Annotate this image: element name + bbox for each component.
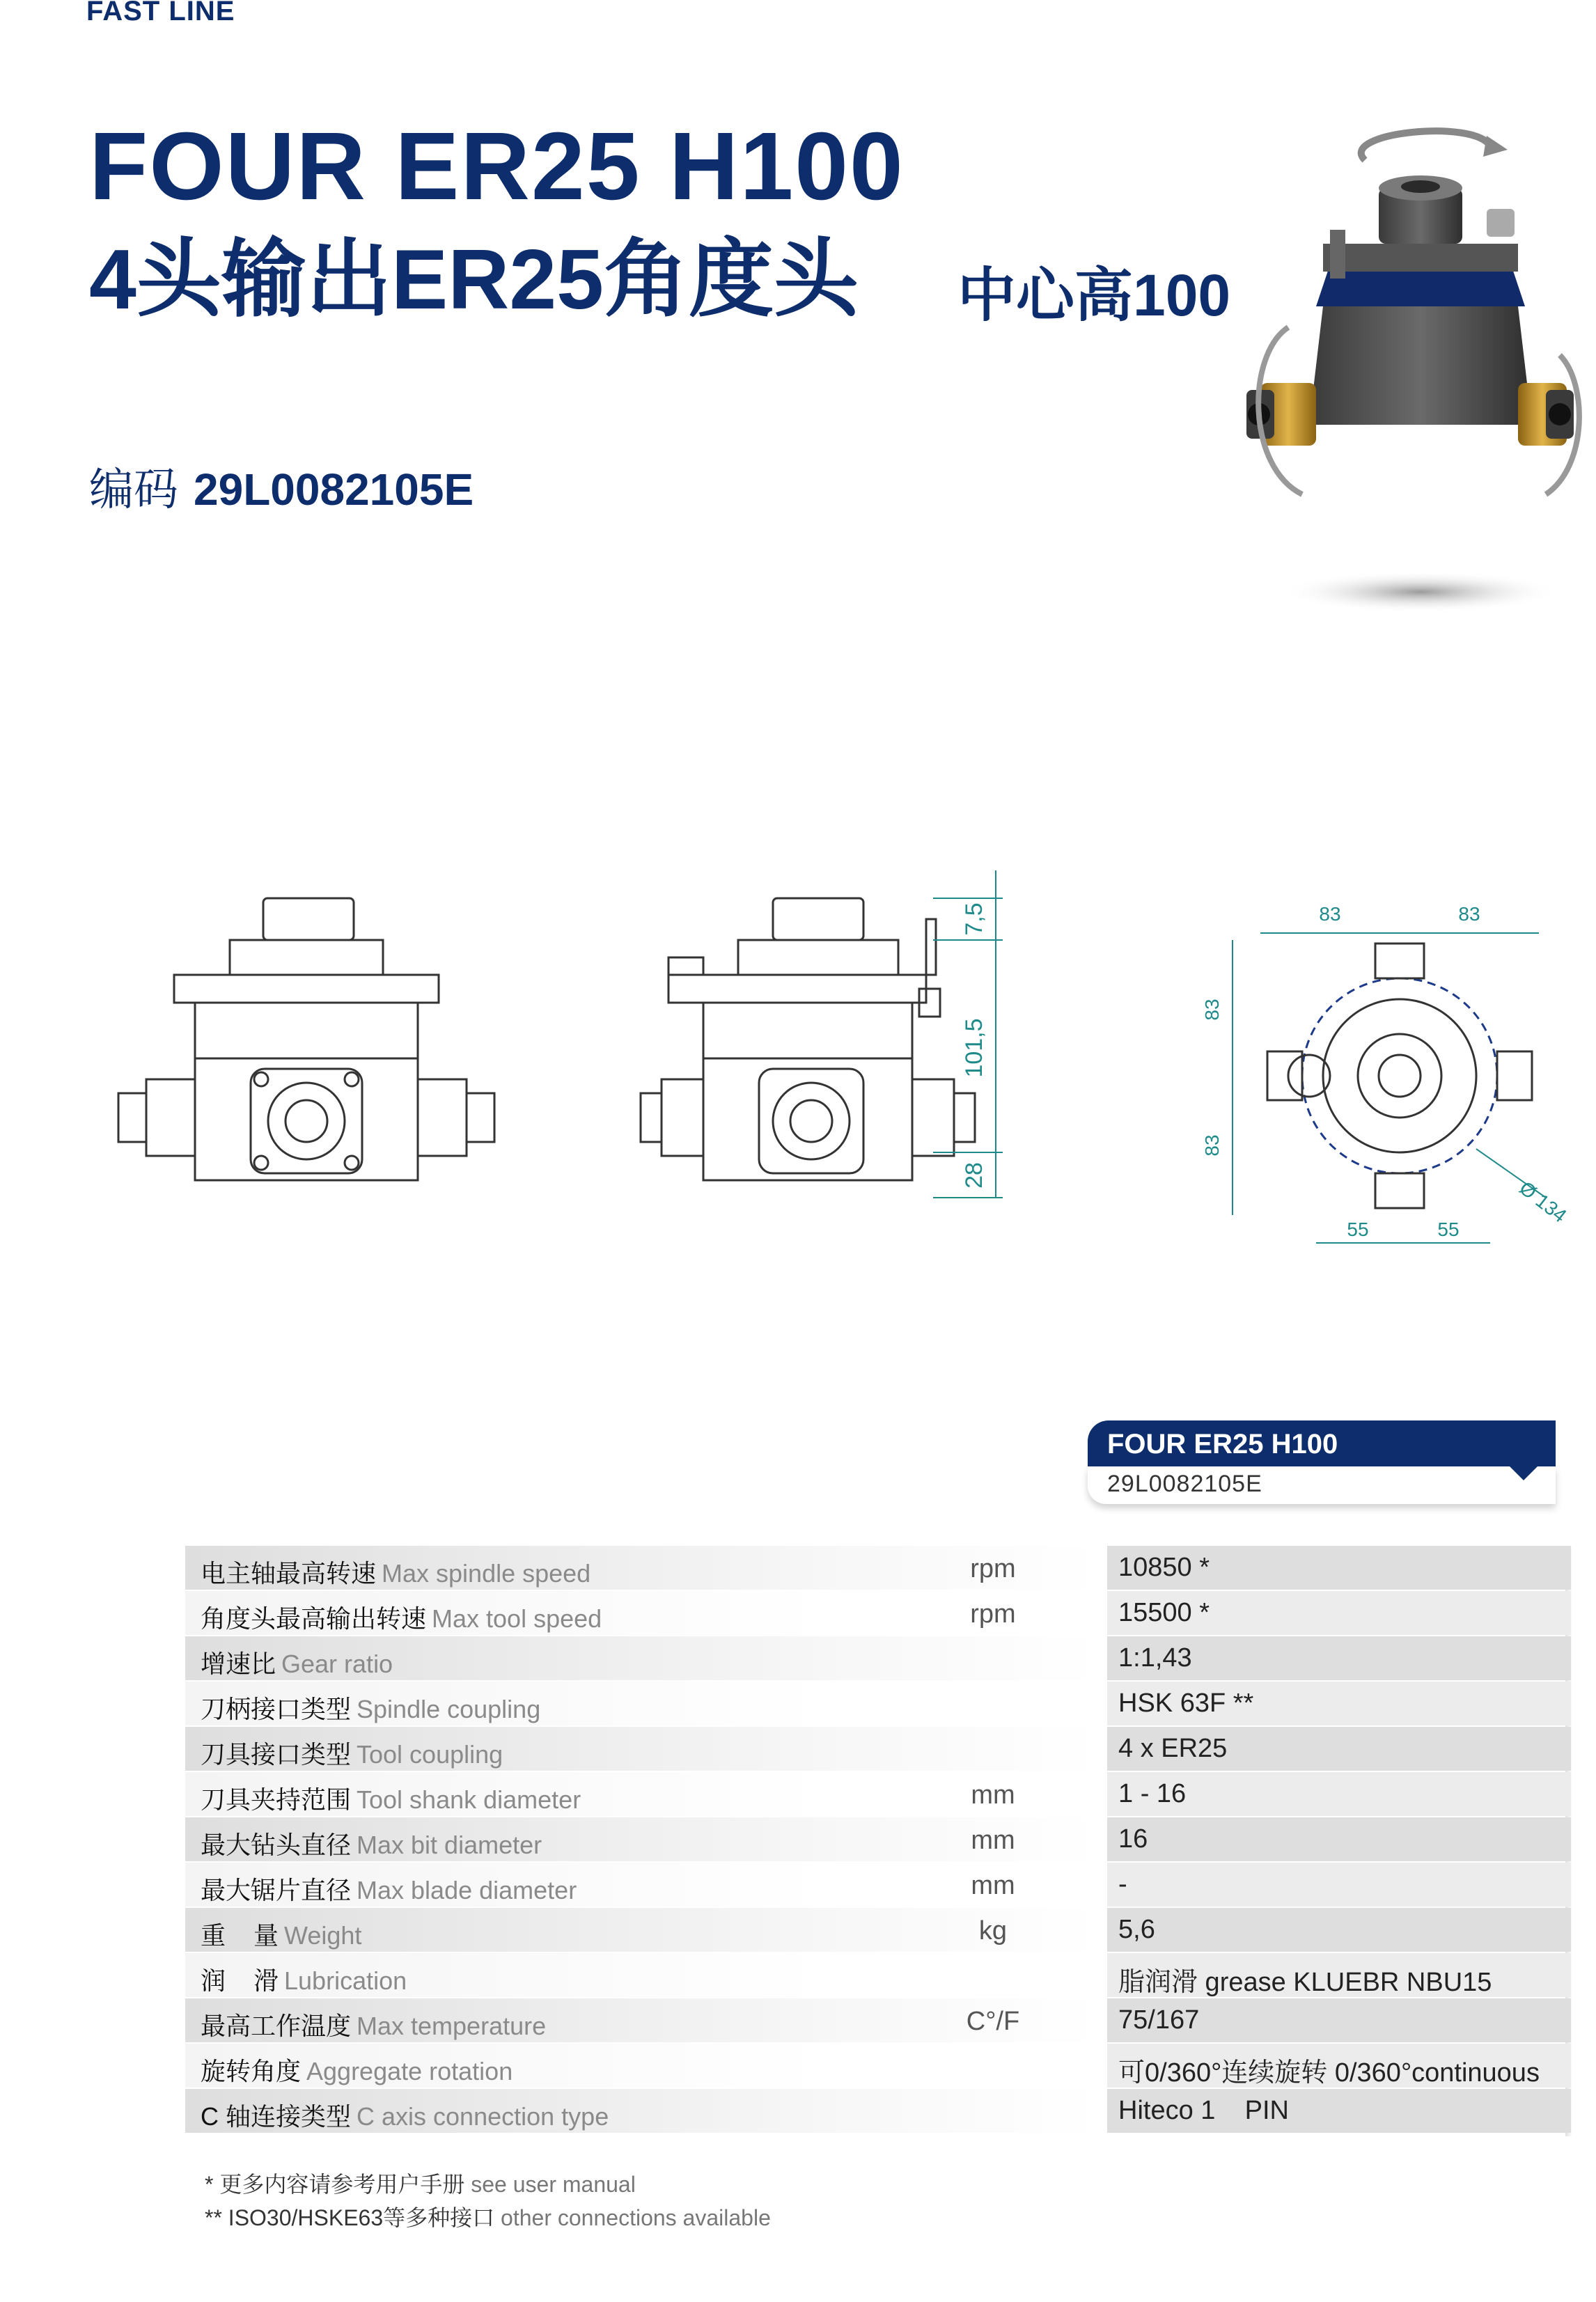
product-subtitle-cn: 中心高100 [957,263,1231,328]
product-tag [1088,1420,1556,1504]
spec-label-cn: 重 量 [201,1921,279,1950]
spec-label [201,1599,602,1635]
spec-label-en: Spindle coupling [357,1695,541,1723]
spec-label [201,1645,393,1680]
dim-left-top-83: 83 [1201,999,1223,1021]
dim-101-5: 101,5 [961,1018,987,1078]
spec-unit: C°/F [966,2007,1020,2036]
spec-label [201,2052,513,2088]
code-value: 29L0082105E [194,464,474,515]
technical-drawings [104,863,1588,1253]
spec-unit: rpm [970,1554,1016,1583]
spec-label-en: Max spindle speed [382,1559,591,1588]
spec-label-cn: C 轴连接类型 [201,2102,352,2131]
product-photo [1246,104,1588,627]
footnote-1-cn: * 更多内容请参考用户手册 [205,2172,465,2197]
spec-label-cn: 最大锯片直径 [201,1876,352,1904]
spec-label-en: Aggregate rotation [306,2057,513,2085]
spec-label-en: Tool coupling [357,1740,503,1769]
spec-label-cn: 角度头最高输出转速 [201,1604,427,1633]
spec-row [185,1772,1571,1817]
dim-bottom-left-55: 55 [1347,1219,1369,1240]
spec-row [185,1953,1571,1998]
spec-label-en: Max blade diameter [357,1876,577,1904]
spec-label-cn: 刀具夹持范围 [201,1785,352,1814]
spec-value: 可0/360°连续旋转 0/360°continuous [1118,2058,1540,2088]
spec-label-en: Max temperature [357,2012,547,2040]
spec-value: 5,6 [1118,1915,1155,1944]
spec-label [201,1962,407,1997]
dim-top-left-83: 83 [1319,903,1341,925]
dim-bottom-right-55: 55 [1437,1219,1460,1240]
spec-label [201,1554,590,1590]
spec-label-en: Max tool speed [432,1604,602,1633]
spec-label-cn: 刀具接口类型 [201,1740,352,1769]
spec-value: 10850 * [1118,1553,1210,1582]
spec-label-en: C axis connection type [357,2102,609,2131]
spec-row [185,1546,1571,1591]
spec-label [201,1735,503,1771]
spec-unit: rpm [970,1599,1016,1629]
footnote-1-en: see user manual [471,2172,636,2197]
product-tag-code: 29L0082105E [1107,1471,1262,1497]
spec-unit: mm [971,1871,1015,1900]
spec-row [185,1727,1571,1772]
product-title-cn: 4头输出ER25角度头 [89,232,859,327]
spec-label [201,1871,577,1906]
spec-label [201,2097,609,2133]
spec-value: Hiteco 1 PIN [1118,2096,1289,2125]
product-title-en: FOUR ER25 H100 [89,113,905,220]
dim-top-right-83: 83 [1458,903,1480,925]
spec-label [201,2007,546,2042]
product-tag-body [1088,1466,1556,1504]
spec-value: - [1118,1870,1127,1899]
product-code-line [89,454,474,518]
footnote-1 [205,2167,636,2199]
front-view-drawing [118,898,494,1180]
spec-label-en: Max bit diameter [357,1831,542,1859]
spec-row [185,2044,1571,2089]
dim-diameter: Ø 134 [1515,1177,1571,1227]
spec-row [185,1591,1571,1636]
spec-label [201,1826,542,1861]
brand-name: FAST LINE [86,0,235,26]
side-view-drawing [641,898,975,1180]
spec-label [201,1916,361,1952]
spec-label [201,1690,540,1725]
spec-label-cn: 旋转角度 [201,2057,302,2085]
footnote-2-en: other connections available [501,2205,771,2230]
spec-label-en: Lubrication [284,1966,407,1995]
spec-unit: kg [978,1916,1008,1945]
spec-value: 75/167 [1118,2005,1200,2035]
spec-value: 1:1,43 [1118,1643,1192,1673]
spec-label-en: Tool shank diameter [357,1785,581,1814]
spec-label-en: Weight [284,1921,362,1950]
spec-row [185,1863,1571,1908]
spec-label-cn: 最高工作温度 [201,2012,352,2040]
dim-left-bottom-83: 83 [1201,1134,1223,1157]
spec-label-cn: 增速比 [201,1650,276,1678]
spec-label-cn: 润 滑 [201,1966,279,1995]
spec-label-cn: 电主轴最高转速 [201,1559,377,1588]
footnote-2-cn: ** ISO30/HSKE63等多种接口 [205,2205,495,2230]
product-tag-header [1088,1420,1556,1466]
spec-value: 脂润滑 grease KLUEBR NBU15 [1118,1968,1492,1997]
spec-label-cn: 最大钻头直径 [201,1831,352,1859]
spec-unit: mm [971,1780,1015,1810]
dim-28: 28 [961,1162,987,1189]
spec-value: 16 [1118,1824,1148,1854]
tag-notch-icon [1505,1462,1542,1480]
spec-unit: mm [971,1826,1015,1855]
top-view-drawing [1267,943,1532,1208]
spec-label [201,1780,581,1816]
product-tag-name: FOUR ER25 H100 [1107,1429,1338,1459]
footnote-2 [205,2200,771,2232]
code-label: 编码 [89,464,178,515]
spec-row [185,1998,1571,2044]
dim-7-5: 7,5 [961,902,987,936]
spec-value: 15500 * [1118,1598,1210,1627]
spec-value: 4 x ER25 [1118,1734,1228,1763]
spec-label-cn: 刀柄接口类型 [201,1695,352,1723]
spec-value: HSK 63F ** [1118,1689,1254,1718]
spec-label-en: Gear ratio [281,1650,393,1678]
spec-value: 1 - 16 [1118,1779,1187,1808]
spec-table [185,1546,1571,2134]
spec-row [185,1636,1571,1682]
spec-row [185,2089,1571,2134]
spec-row [185,1682,1571,1727]
spec-row [185,1817,1571,1863]
spec-row [185,1908,1571,1953]
